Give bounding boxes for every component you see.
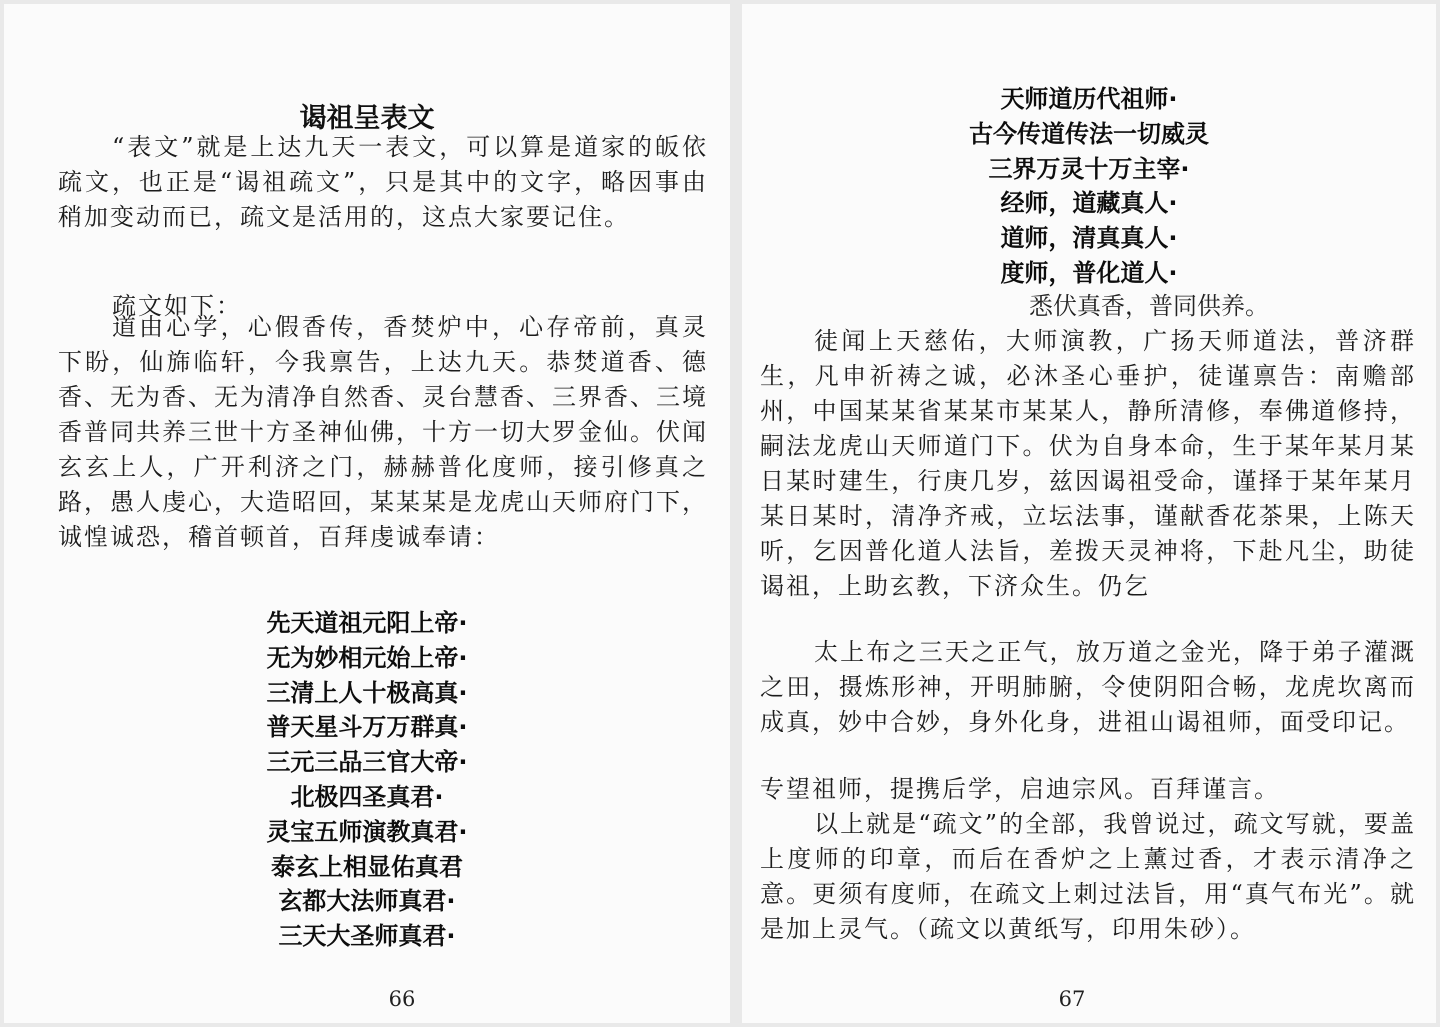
deity-invocation-list [4,606,730,954]
invocation-line: 三界万灵十万主宰· [988,154,1190,183]
invocation-line: 道师，清真真人· [1000,224,1178,253]
invocation-line: 经师，道藏真人· [1000,189,1178,218]
petition-paragraph: 徒闻上天慈佑，大师演教，广扬天师道法，普济群生，凡申祈祷之诚，必沐圣心垂护，徒谨禀告：南赡部州，中国某某省某某市某某人，静所清修，奉佛道修持，嗣法龙虎山天师道门下。伏为自身本命，生于某年某月某日某时建生，行庚几岁，兹因谒祖受命，谨择于某年某月某日某时，清净齐戒，立坛法事，谨献香花茶果，上陈天听，乞因普化道人法旨，差拨天灵神将，下赴凡尘，助徒谒祖，上助玄教，下济众生。仍乞 [760,327,1416,600]
petition-paragraph: 道由心学，心假香传，香焚炉中，心存帝前，真灵下盼，仙旆临轩，今我禀告，上达九天。恭焚道香、德香、无为香、无为清净自然香、灵台慧香、三界香、三境香普同共养三世十方圣神仙佛，十方一切大罗金仙。伏闻玄玄上人，广开利济之门，赫赫普化度师，接引修真之路，愚人虔心，大造昭回，某某某是龙虎山天师府门下，诚惶诚恐，稽首顿首，百拜虔诚奉请： [58,313,708,551]
invocation-line: 度师，普化道人· [1000,258,1178,287]
right-page [742,4,1436,1023]
page-number: 66 [388,987,416,1011]
invocation-line: 灵宝五师演教真君· [266,817,468,846]
intro-paragraph: “表文”就是上达九天一表文，可以算是道家的皈依疏文，也正是“谒祖疏文”，只是其中的文字，略因事由稍加变动而已，疏文是活用的，这点大家要记住。 [58,133,708,231]
invocation-line: 普天星斗万万群真· [266,713,468,742]
invocation-line: 三元三品三官大帝· [266,748,468,777]
invocation-line: 古今传道传法一切威灵 [969,119,1209,148]
invocation-line: 先天道祖元阳上帝· [266,609,468,637]
invocation-line: 无为妙相元始上帝· [266,643,468,672]
deity-invocation-list [742,82,1436,291]
offering-line: 悉伏真香，普同供养。 [1029,292,1269,320]
invocation-line: 泰玄上相显佑真君 [271,852,463,881]
section-label: 疏文如下： [112,292,242,320]
invocation-line: 三清上人十极高真· [266,678,468,707]
invocation-line: 天师道历代祖师· [1000,85,1178,113]
page-title: 谒祖呈表文 [299,103,435,134]
explanation-paragraph: 以上就是“疏文”的全部，我曾说过，疏文写就，要盖上度师的印章，而后在香炉之上薰过香，才表示清净之意。更须有度师，在疏文上刺过法旨，用“真气布光”。就是加上灵气。（疏文以黄纸写，印用朱砂）。 [760,810,1416,943]
closing-line: 专望祖师，提携后学，启迪宗风。百拜谨言。 [760,775,1280,803]
invocation-line: 玄都大法师真君· [278,887,456,916]
left-page [4,4,730,1023]
invocation-line: 三天大圣师真君· [278,922,456,951]
invocation-line: 北极四圣真君· [290,782,444,811]
blessing-paragraph: 太上布之三天之正气，放万道之金光，降于弟子灌溉之田，摄炼形神，开明肺腑，令使阴阳合畅，龙虎坎离而成真，妙中合妙，身外化身，进祖山谒祖师，面受印记。 [760,638,1416,736]
page-number: 67 [1058,987,1086,1011]
